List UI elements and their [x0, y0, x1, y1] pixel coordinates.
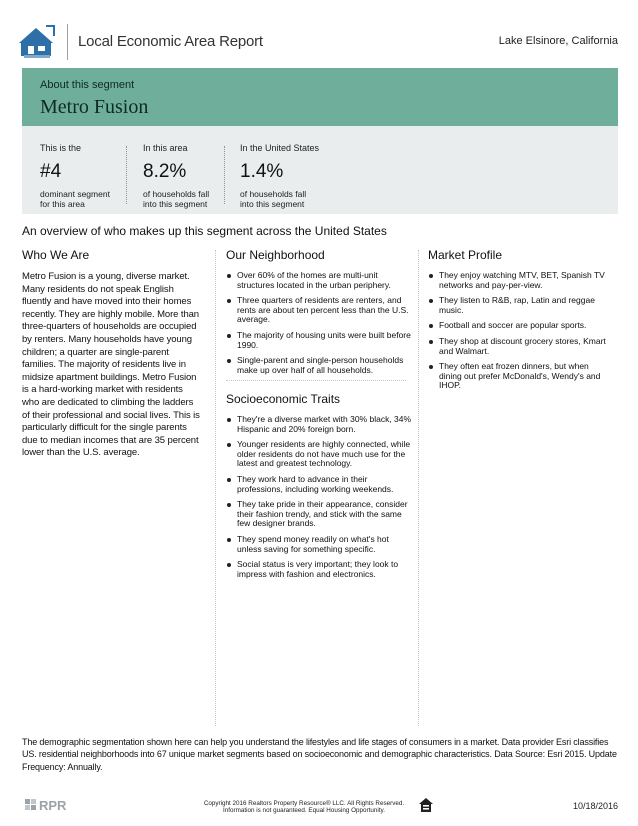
list-item-text: They spend money readily on what's hot unless saving for something specific. [237, 533, 389, 554]
list-item [226, 560, 412, 579]
neighborhood-section [226, 248, 412, 381]
list-item-text: Younger residents are highly connected, while older residents do not have much use for the latest and greatest technology. [237, 439, 411, 469]
list-item [428, 321, 613, 331]
stat-desc: of households fall into this segment [240, 189, 307, 209]
stat-value: 8.2% [143, 161, 187, 182]
segment-stats [22, 126, 618, 214]
bullet-icon [227, 563, 231, 567]
bullet-icon [227, 503, 231, 507]
column-divider [418, 250, 419, 726]
report-date: 10/18/2016 [572, 801, 618, 811]
list-item-text: The majority of housing units were built before 1990. [237, 329, 411, 350]
list-item [226, 331, 412, 350]
bullet-icon [227, 478, 231, 482]
copyright-notice [198, 800, 410, 814]
methodology-note: The demographic segmentation shown here can help you understand the lifestyles and life stages of consumers in a market. Data provider Esri classifies US. residential neighborhoods into 67 unique market segments based on socioeconomic and demographic characteristics. Data Source: Esri 2015. Update Frequency: Annually. [22, 737, 617, 772]
stat-us-share [240, 143, 340, 209]
disclaimer-line: Information is not guaranteed. Equal Housing Opportunity. [223, 807, 385, 815]
who-we-are-text: Metro Fusion is a young, diverse market. Many residents do not speak English fluently and have moved into their homes recently. They are highly mobile. More than three-quarters of households are occupied by renters. Many households have young children; a quarter are single-parent families. The majority of residents live in midsize apartment buildings. Metro Fusion is a hard-working market with residents who are dedicated to climbing the ladders of their professional and social lives. This is particularly difficult for the single parents due to median incomes that are 35 percent lower than the U.S. average. [22, 271, 200, 459]
header-divider [67, 24, 68, 60]
socioeconomic-list [226, 415, 412, 579]
list-item-text: They enjoy watching MTV, BET, Spanish TV networks and pay-per-view. [439, 270, 605, 290]
list-item-text: They shop at discount grocery stores, Kmart and Walmart. [439, 335, 606, 356]
market-profile-title: Market Profile [428, 248, 503, 262]
stat-desc: dominant segment for this area [40, 189, 110, 209]
stat-label: This is the [40, 143, 82, 153]
stat-separator [126, 146, 127, 204]
bullet-icon [429, 274, 433, 278]
bullet-icon [227, 538, 231, 542]
stat-area-share [143, 143, 243, 209]
rpr-logo-text: RPR [39, 798, 67, 813]
list-item [226, 415, 412, 434]
stat-separator [224, 146, 225, 204]
segment-banner [22, 68, 618, 126]
stat-label: In the United States [240, 143, 320, 153]
bullet-icon [429, 324, 433, 328]
list-item [226, 535, 412, 554]
stat-value: #4 [40, 161, 62, 182]
bullet-icon [227, 443, 231, 447]
column-divider [215, 250, 216, 726]
list-item [428, 362, 613, 391]
market-profile-section [428, 248, 613, 397]
list-item-text: They're a diverse market with 30% black, 34% Hispanic and 20% foreign born. [237, 414, 412, 434]
list-item-text: Social status is very important; they look to impress with fashion and electronics. [237, 559, 399, 579]
bullet-icon [227, 334, 231, 338]
list-item-text: They take pride in their appearance, consider their fashion trendy, and stick with the same few designer brands. [237, 499, 408, 529]
bullet-icon [227, 299, 231, 303]
copyright-line: Copyright 2016 Realtors Property Resource® LLC. All Rights Reserved. [203, 800, 405, 807]
list-item-text: They often eat frozen dinners, but when dining out prefer McDonald's, Wendy's and IHOP. [439, 361, 601, 391]
neighborhood-list [226, 271, 412, 375]
stat-label: In this area [143, 143, 188, 153]
list-item [226, 271, 412, 290]
stat-desc: of households fall into this segment [143, 189, 210, 209]
list-item [226, 500, 412, 529]
neighborhood-title: Our Neighborhood [226, 248, 325, 262]
stat-value: 1.4% [240, 161, 284, 182]
list-item [428, 337, 613, 356]
who-we-are-title: Who We Are [22, 248, 90, 262]
list-item-text: They listen to R&B, rap, Latin and reggae music. [439, 295, 595, 315]
realtor-logo-icon [18, 22, 60, 60]
bullet-icon [429, 299, 433, 303]
report-title: Local Economic Area Report [78, 33, 263, 50]
bullet-icon [429, 365, 433, 369]
socioeconomic-section [226, 392, 412, 585]
overview-heading: An overview of who makes up this segment across the United States [22, 224, 387, 238]
who-we-are-section [22, 248, 207, 460]
bullet-icon [227, 274, 231, 278]
list-item [226, 296, 412, 325]
location-label: Lake Elsinore, California [498, 35, 618, 47]
list-item-text: Over 60% of the homes are multi-unit structures located in the urban periphery. [237, 270, 391, 290]
bullet-icon [227, 418, 231, 422]
segment-label: About this segment [40, 79, 135, 91]
market-profile-list [428, 271, 613, 391]
section-divider [226, 380, 406, 381]
list-item-text: Single-parent and single-person households make up over half of all households. [237, 355, 404, 375]
list-item [226, 356, 412, 375]
stat-rank [40, 143, 140, 209]
list-item-text: Football and soccer are popular sports. [439, 320, 587, 331]
bullet-icon [429, 340, 433, 344]
list-item [428, 271, 613, 290]
segment-name: Metro Fusion [40, 96, 149, 118]
socioeconomic-title: Socioeconomic Traits [226, 392, 341, 406]
list-item [226, 475, 412, 494]
rpr-logo-icon [24, 796, 84, 814]
equal-housing-icon [418, 797, 434, 813]
list-item-text: They work hard to advance in their professions, including working weekends. [237, 473, 394, 494]
list-item [226, 440, 412, 469]
list-item-text: Three quarters of residents are renters, and rents are about ten percent less than the U.S. average. [237, 295, 409, 325]
bullet-icon [227, 359, 231, 363]
list-item [428, 296, 613, 315]
